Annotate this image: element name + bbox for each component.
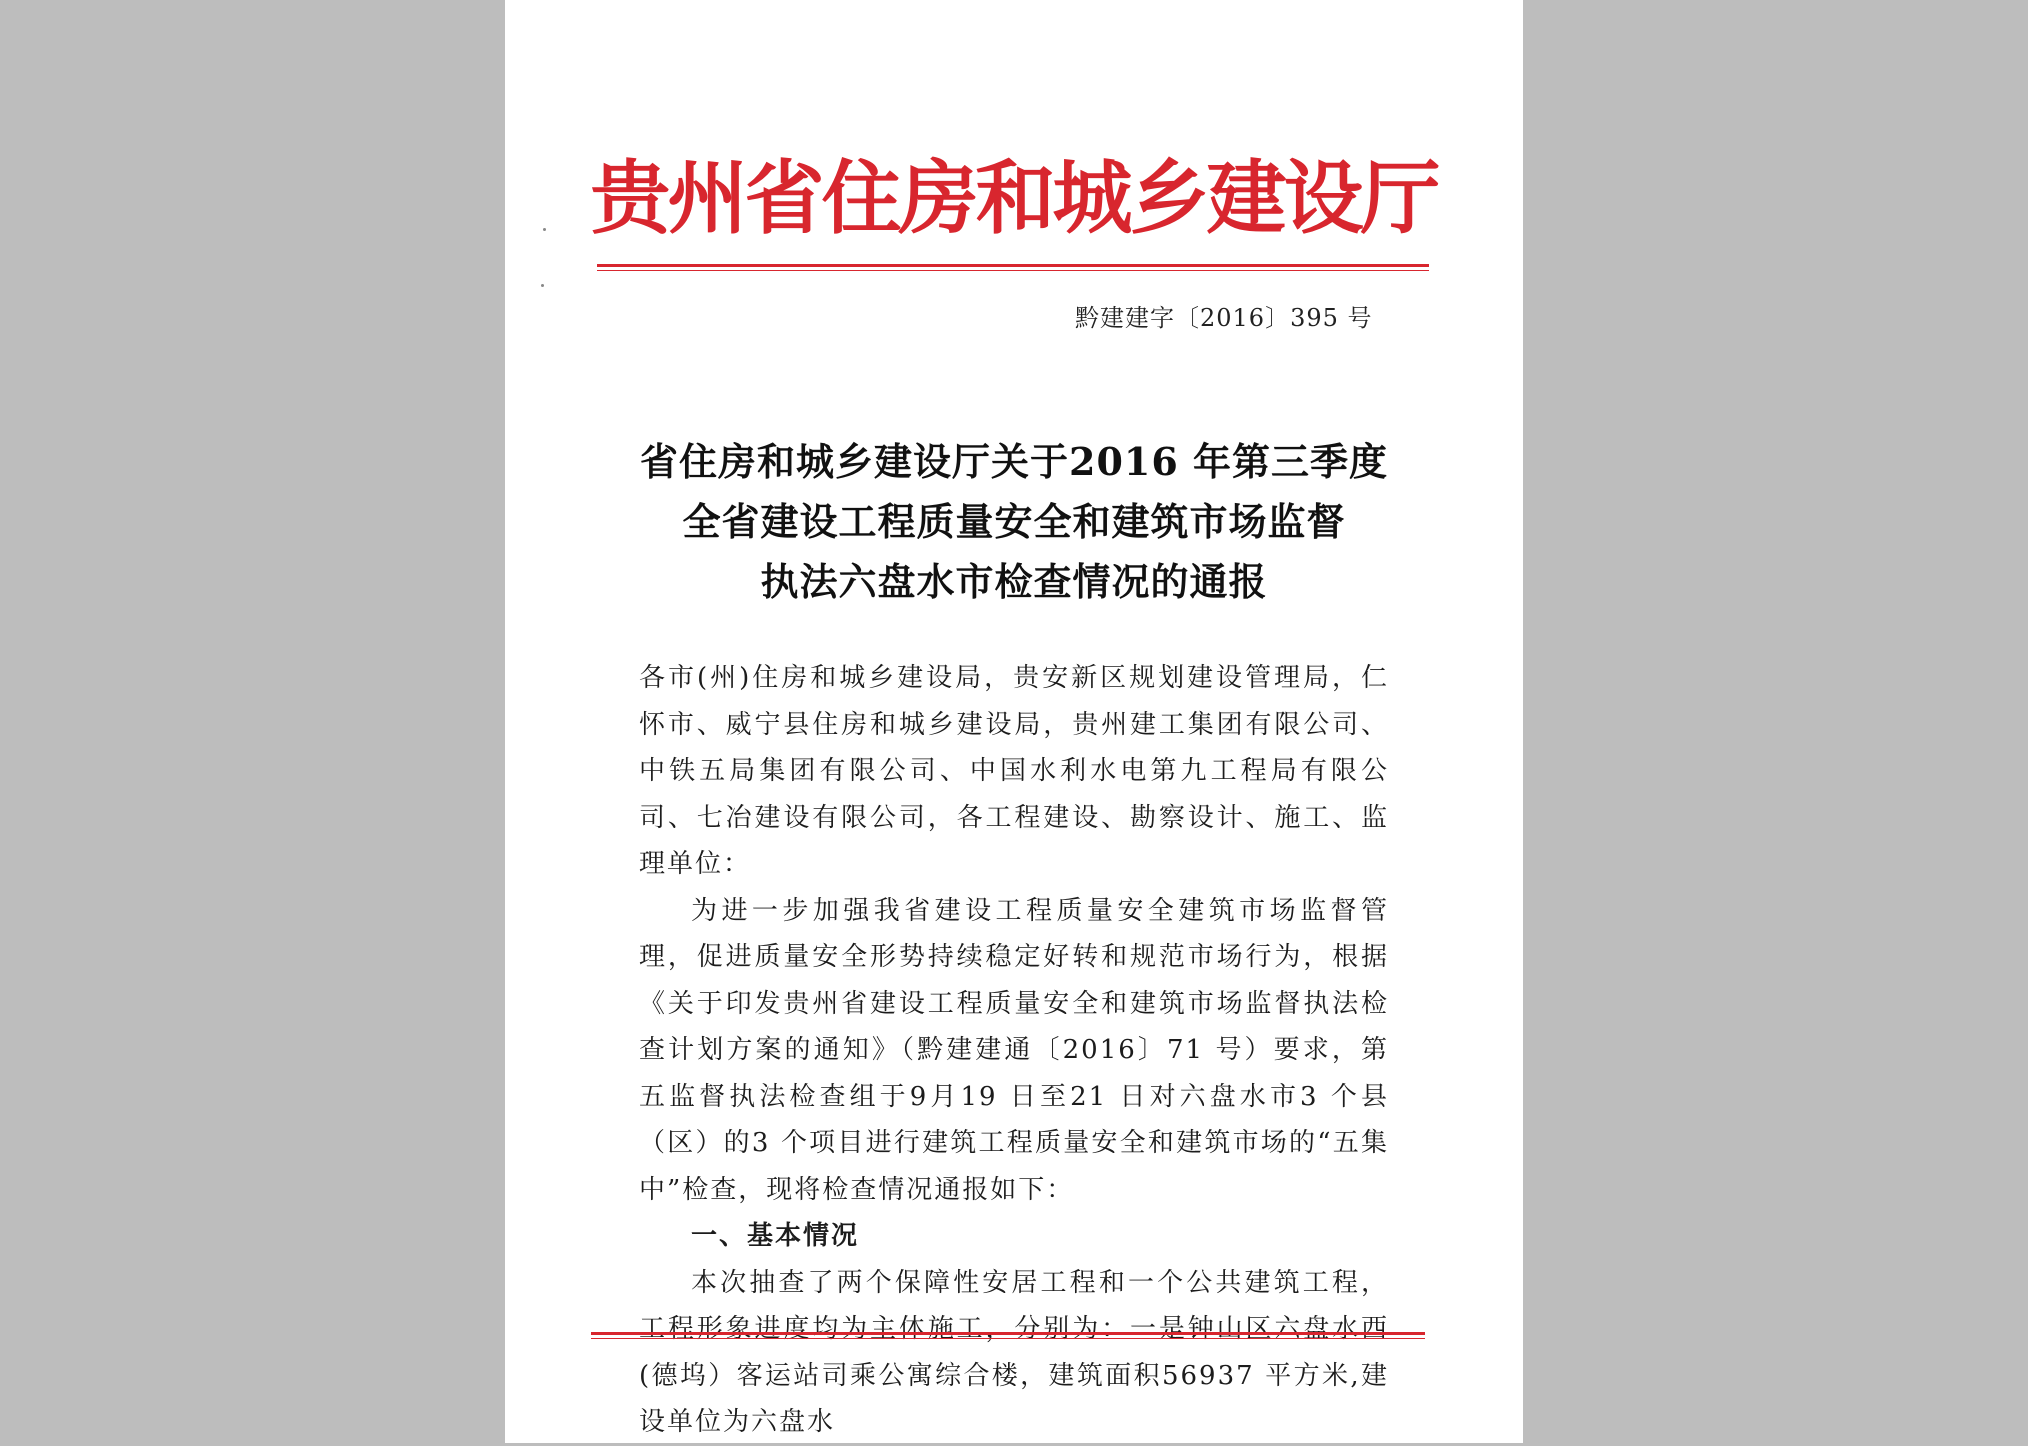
scan-speck (543, 228, 546, 231)
document-title (505, 432, 1523, 612)
title-line: 省住房和城乡建设厅关于2016 年第三季度 (640, 439, 1388, 484)
document-body (639, 655, 1389, 1446)
document-page (505, 0, 1523, 1443)
letterhead-red-rule (597, 264, 1429, 271)
footer-red-rule (591, 1332, 1425, 1339)
title-line: 执法六盘水市检查情况的通报 (760, 559, 1268, 604)
letterhead-agency-name: 贵州省住房和城乡建设厅 (590, 151, 1438, 245)
addressee-paragraph: 各市(州)住房和城乡建设局，贵安新区规划建设管理局，仁怀市、威宁县住房和城乡建设局，贵州建工集团有限公司、中铁五局集团有限公司、中国水利水电第九工程局有限公司、七冶建设有限公司，各工程建设、勘察设计、施工、监理单位： (639, 663, 1389, 879)
document-number: 黔建建字〔2016〕395 号 (1075, 304, 1373, 332)
body-paragraph: 为进一步加强我省建设工程质量安全建筑市场监督管理，促进质量安全形势持续稳定好转和规范市场行为，根据《关于印发贵州省建设工程质量安全和建筑市场监督执法检查计划方案的通知》（黔建建通〔2016〕71 号）要求，第五监督执法检查组于9月19 日至21 日对六盘水市3 个县（区）的3 个项目进行建筑工程质量安全和建筑市场的“五集中”检查，现将检查情况通报如下： (639, 895, 1389, 1205)
section-heading: 一、基本情况 (691, 1221, 860, 1251)
scan-speck (541, 284, 544, 287)
body-paragraph: 本次抽查了两个保障性安居工程和一个公共建筑工程，工程形象进度均为主体施工，分别为：一是钟山区六盘水西(德坞）客运站司乘公寓综合楼，建筑面积56937 平方米,建设单位为六盘水 (639, 1267, 1389, 1437)
title-line: 全省建设工程质量安全和建筑市场监督 (682, 499, 1346, 544)
